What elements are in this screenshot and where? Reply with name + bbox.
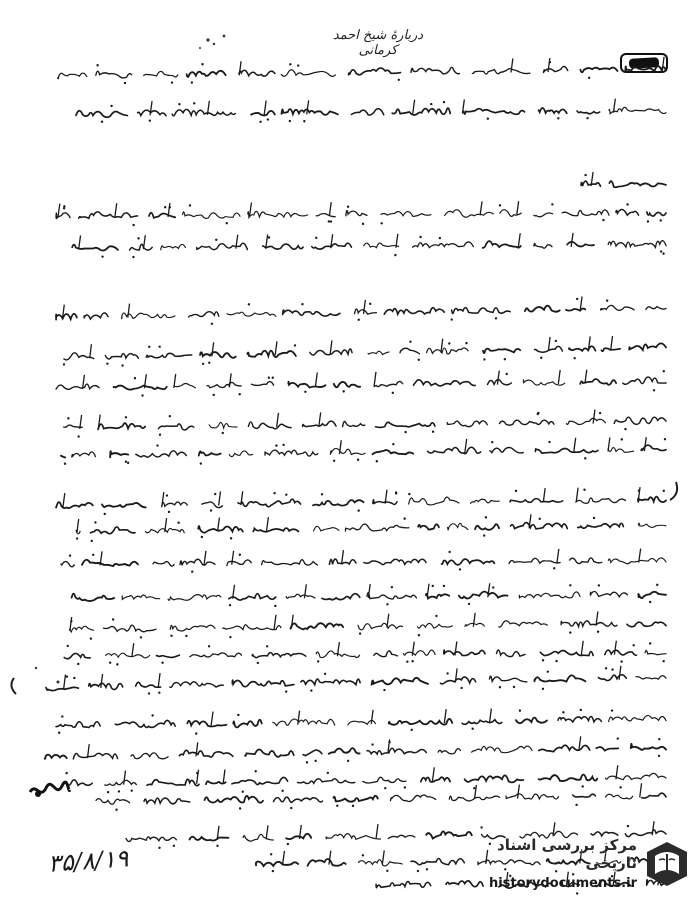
handwritten-line <box>50 198 670 227</box>
handwritten-line <box>50 367 670 399</box>
watermark-name: مرکز بررسی اسناد تاریخی <box>497 836 637 872</box>
handwritten-line <box>70 96 670 125</box>
handwritten-line <box>50 609 670 641</box>
handwritten-line <box>50 705 670 737</box>
handwritten-line <box>50 638 670 667</box>
handwritten-line <box>55 546 670 575</box>
handwritten-line <box>55 435 670 467</box>
archive-watermark <box>470 836 695 894</box>
handwritten-line <box>50 407 670 439</box>
handwritten-line <box>55 230 670 259</box>
handwritten-line <box>50 333 670 369</box>
book-logo-icon <box>641 838 693 890</box>
handwritten-date: ۳۵/۸/۱۹ <box>46 844 130 878</box>
handwritten-line <box>50 55 670 87</box>
handwritten-line <box>575 170 670 196</box>
ink-scribble-icon <box>28 780 72 802</box>
header-note: دربارهٔ شیخ احمد کرمانی <box>332 28 424 58</box>
handwritten-line <box>90 781 670 813</box>
handwritten-line <box>50 293 670 329</box>
handwritten-line <box>55 580 670 609</box>
handwritten-line <box>40 663 670 699</box>
handwritten-line <box>70 511 670 543</box>
watermark-url: historydocuments.ir <box>488 876 637 891</box>
